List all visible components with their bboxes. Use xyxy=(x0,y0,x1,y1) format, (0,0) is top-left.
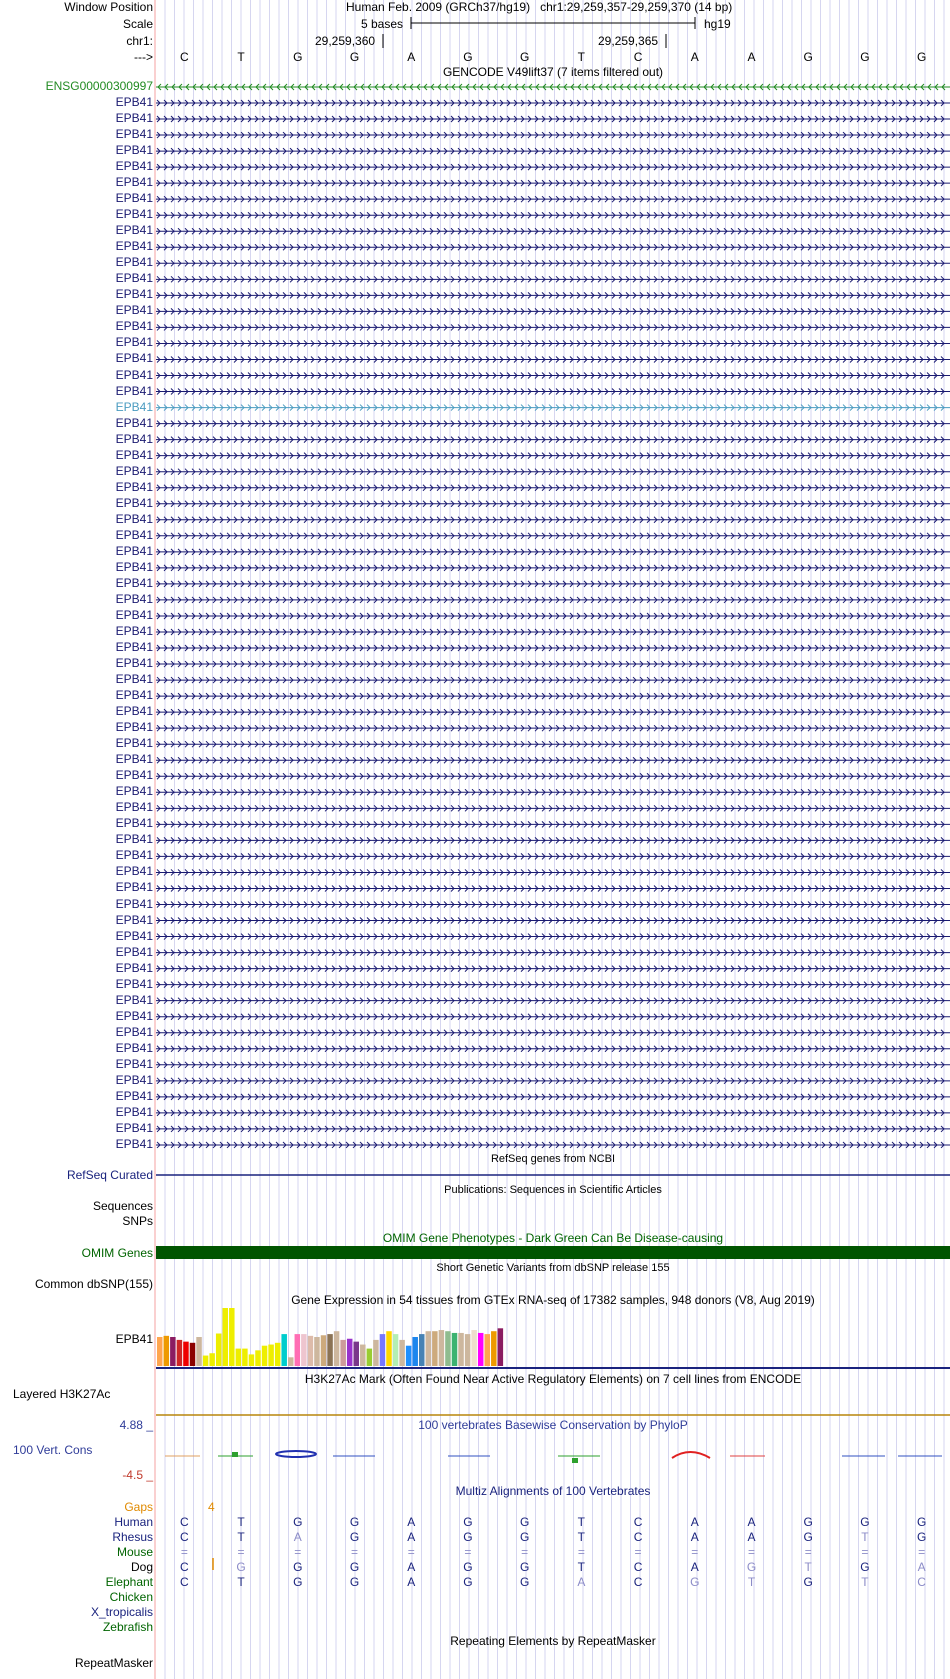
gtex-tissue-bar xyxy=(367,1349,373,1366)
gencode-transcript-label[interactable]: EPB41 xyxy=(115,559,153,574)
strand-arrow-label: ---> xyxy=(134,50,153,64)
gencode-transcript-label[interactable]: EPB41 xyxy=(115,591,153,606)
gaps-value: 4 xyxy=(208,1500,215,1514)
gtex-tissue-bar xyxy=(406,1346,412,1366)
gencode-transcript-label[interactable]: EPB41 xyxy=(115,784,153,799)
gtex-tissue-bar xyxy=(268,1345,274,1366)
alignment-base: G xyxy=(916,1515,927,1529)
gtex-tissue-bar xyxy=(223,1308,229,1366)
gencode-transcript-label[interactable]: EPB41 xyxy=(115,303,153,318)
gaps-label: Gaps xyxy=(124,1500,153,1514)
gtex-tissue-bar xyxy=(419,1334,425,1366)
alignment-base: G xyxy=(519,1575,530,1589)
gencode-transcript-label[interactable]: EPB41 xyxy=(115,752,153,767)
alignment-base: C xyxy=(180,1575,189,1589)
gtex-tissue-bar xyxy=(386,1331,392,1366)
gencode-transcript-label[interactable]: EPB41 xyxy=(115,960,153,975)
gencode-transcript-label[interactable]: EPB41 xyxy=(115,159,153,174)
h3k27ac-track-title: H3K27Ac Mark (Often Found Near Active Regulatory Elements) on 7 cell lines from ENCODE xyxy=(304,1372,802,1386)
alignment-base: G xyxy=(349,1560,360,1574)
gtex-tissue-bar xyxy=(262,1346,268,1366)
base-letter: G xyxy=(916,50,927,64)
alignment-base: T xyxy=(861,1575,869,1589)
gtex-tissue-bar xyxy=(412,1337,418,1366)
gencode-transcript-label[interactable]: EPB41 xyxy=(115,800,153,815)
gencode-transcript-label[interactable]: EPB41 xyxy=(115,1120,153,1135)
alignment-base: C xyxy=(180,1560,189,1574)
species-label[interactable]: Rhesus xyxy=(112,1530,153,1544)
gtex-tissue-bar xyxy=(360,1345,366,1366)
alignment-base: C xyxy=(180,1530,189,1544)
repeatmasker-track-label[interactable]: RepeatMasker xyxy=(74,1656,153,1670)
gtex-tissue-bar xyxy=(295,1334,301,1366)
gencode-transcript-label[interactable]: EPB41 xyxy=(115,143,153,158)
gtex-tissue-bar xyxy=(288,1357,294,1366)
alignment-base: = xyxy=(747,1545,755,1559)
gencode-transcript-label[interactable]: EPB41 xyxy=(115,928,153,943)
alignment-base: T xyxy=(577,1560,586,1574)
alignment-base: A xyxy=(747,1515,756,1529)
gencode-transcript-label[interactable]: EPB41 xyxy=(115,976,153,991)
gencode-transcript-label[interactable]: EPB41 xyxy=(115,607,153,622)
gencode-transcript-label[interactable]: EPB41 xyxy=(115,848,153,863)
h3k27ac-track-label[interactable]: Layered H3K27Ac xyxy=(13,1387,111,1401)
alignment-base: = xyxy=(861,1545,869,1559)
alignment-base: A xyxy=(407,1515,416,1529)
refseq-track-label[interactable]: RefSeq Curated xyxy=(66,1168,153,1182)
gencode-transcript-label[interactable]: EPB41 xyxy=(115,511,153,526)
gtex-tissue-bar xyxy=(190,1343,196,1366)
alignment-base: T xyxy=(747,1575,756,1589)
base-letter: G xyxy=(519,50,530,64)
gtex-tissue-bar xyxy=(203,1356,209,1366)
gtex-tissue-bar xyxy=(216,1334,222,1366)
alignment-base: = xyxy=(294,1545,302,1559)
sequences-track-label[interactable]: Sequences xyxy=(92,1199,153,1213)
alignment-base: C xyxy=(180,1515,189,1529)
alignment-base: = xyxy=(237,1545,245,1559)
alignment-base: G xyxy=(293,1575,303,1589)
gtex-tissue-bar xyxy=(399,1340,405,1366)
alignment-base: = xyxy=(691,1545,699,1559)
alignment-base: G xyxy=(293,1515,303,1529)
alignment-base: T xyxy=(237,1530,245,1544)
gtex-tissue-bar xyxy=(426,1331,432,1366)
gencode-transcript-label[interactable]: EPB41 xyxy=(115,688,153,703)
refseq-track-title: RefSeq genes from NCBI xyxy=(490,1153,616,1165)
base-letter: G xyxy=(349,50,360,64)
alignment-base: = xyxy=(521,1545,529,1559)
alignment-base: C xyxy=(633,1515,643,1529)
gtex-tissue-bar xyxy=(445,1331,451,1366)
gencode-transcript-label[interactable]: EPB41 xyxy=(115,287,153,302)
gtex-tissue-bar xyxy=(471,1330,477,1366)
base-letter: A xyxy=(747,50,756,64)
alignment-base: C xyxy=(633,1530,643,1544)
alignment-base: A xyxy=(407,1530,416,1544)
species-label[interactable]: Elephant xyxy=(105,1575,153,1589)
base-letter: T xyxy=(577,50,586,64)
gtex-tissue-bar xyxy=(275,1343,281,1366)
base-letter: G xyxy=(803,50,813,64)
alignment-base: = xyxy=(464,1545,472,1559)
species-label[interactable]: Mouse xyxy=(116,1545,153,1559)
alignment-base: G xyxy=(463,1515,473,1529)
alignment-base: G xyxy=(236,1560,246,1574)
alignment-base: = xyxy=(918,1545,926,1559)
gencode-transcript-label[interactable]: EPB41 xyxy=(115,1136,153,1151)
gencode-transcript-label[interactable]: EPB41 xyxy=(115,912,153,927)
gencode-transcript-label[interactable]: EPB41 xyxy=(115,1088,153,1103)
gencode-transcript-label[interactable]: EPB41 xyxy=(115,95,153,109)
gencode-transcript-label[interactable]: EPB41 xyxy=(115,720,153,735)
gencode-transcript-label[interactable]: EPB41 xyxy=(115,111,153,126)
omim-track-title: OMIM Gene Phenotypes - Dark Green Can Be Disease-causing xyxy=(382,1231,724,1245)
alignment-base: T xyxy=(237,1515,245,1529)
base-letter: T xyxy=(237,50,245,64)
gtex-tissue-bar xyxy=(439,1330,445,1366)
gencode-transcript-label[interactable]: EPB41 xyxy=(115,207,153,222)
gencode-transcript-label[interactable]: EPB41 xyxy=(115,816,153,831)
gtex-tissue-bar xyxy=(157,1337,163,1366)
base-letter: A xyxy=(407,50,416,64)
gencode-transcript-label[interactable]: EPB41 xyxy=(115,1008,153,1023)
window-position-label: Window Position xyxy=(64,0,153,14)
alignment-base: G xyxy=(519,1560,530,1574)
gtex-tissue-bar xyxy=(242,1349,248,1366)
gencode-transcript-label[interactable]: EPB41 xyxy=(115,704,153,719)
alignment-base: G xyxy=(519,1530,530,1544)
gtex-tissue-bar xyxy=(177,1340,183,1366)
alignment-base: C xyxy=(917,1575,926,1589)
species-label[interactable]: Human xyxy=(114,1515,153,1529)
alignment-base: A xyxy=(293,1530,302,1544)
gencode-transcript-label[interactable]: EPB41 xyxy=(115,575,153,590)
species-label[interactable]: Dog xyxy=(130,1560,153,1574)
alignment-base: C xyxy=(633,1575,643,1589)
assembly-name: Human Feb. 2009 (GRCh37/hg19) xyxy=(346,0,531,14)
alignment-base: G xyxy=(803,1575,813,1589)
snps-track-label[interactable]: SNPs xyxy=(122,1214,153,1228)
alignment-base: G xyxy=(463,1560,473,1574)
multiz-track-title: Multiz Alignments of 100 Vertebrates xyxy=(455,1484,651,1498)
gtex-tissue-bar xyxy=(380,1334,386,1366)
gtex-tissue-bar xyxy=(301,1334,307,1366)
gtex-tissue-bar xyxy=(255,1350,261,1366)
species-label[interactable]: Chicken xyxy=(109,1590,153,1604)
publications-track-title: Publications: Sequences in Scientific Articles xyxy=(444,1184,662,1196)
species-label[interactable]: Zebrafish xyxy=(102,1620,153,1634)
gencode-transcript-label[interactable]: EPB41 xyxy=(115,239,153,254)
omim-track-label[interactable]: OMIM Genes xyxy=(81,1246,153,1260)
position-readout: chr1:29,259,357-29,259,370 (14 bp) xyxy=(540,0,733,14)
gencode-transcript-label[interactable]: EPB41 xyxy=(115,415,153,430)
gencode-transcript-label[interactable]: EPB41 xyxy=(115,351,153,366)
gtex-tissue-bar xyxy=(465,1334,471,1366)
coord-label-1: 29,259,360 xyxy=(315,34,376,48)
gencode-transcript-label[interactable]: EPB41 xyxy=(115,896,153,911)
gtex-tissue-bar xyxy=(196,1337,202,1366)
alignment-base: G xyxy=(860,1515,870,1529)
gencode-transcript-label[interactable]: EPB41 xyxy=(115,1056,153,1071)
gencode-transcript-label[interactable]: EPB41 xyxy=(115,495,153,510)
alignment-base: G xyxy=(803,1515,813,1529)
alignment-base: A xyxy=(690,1515,699,1529)
alignment-base: G xyxy=(916,1530,927,1544)
assembly-title xyxy=(346,0,732,14)
alignment-base: = xyxy=(804,1545,812,1559)
gencode-transcript-label[interactable]: EPB41 xyxy=(115,944,153,959)
gencode-transcript-label[interactable]: EPB41 xyxy=(115,992,153,1007)
cons-max-label: 4.88 _ xyxy=(119,1418,153,1432)
gencode-transcript-label[interactable]: EPB41 xyxy=(115,1072,153,1087)
alignment-base: = xyxy=(350,1545,358,1559)
gencode-transcript-label[interactable]: EPB41 xyxy=(115,656,153,671)
gencode-transcript-label[interactable]: EPB41 xyxy=(115,672,153,687)
gtex-tissue-bar xyxy=(478,1333,484,1366)
gencode-transcript-label[interactable]: EPB41 xyxy=(115,191,153,206)
gtex-tissue-bar xyxy=(209,1353,215,1366)
gtex-tissue-bar xyxy=(249,1354,255,1366)
alignment-base: T xyxy=(237,1575,245,1589)
base-letter: G xyxy=(463,50,473,64)
repeatmasker-track-title: Repeating Elements by RepeatMasker xyxy=(450,1634,656,1648)
gtex-tissue-bar xyxy=(458,1333,464,1366)
gtex-tissue-bar xyxy=(373,1340,379,1366)
alignment-base: T xyxy=(804,1560,812,1574)
gencode-gene-ensg[interactable]: ENSG00000300997 xyxy=(45,79,153,93)
gencode-transcript-label[interactable]: EPB41 xyxy=(115,271,153,286)
dbsnp-track-label[interactable]: Common dbSNP(155) xyxy=(34,1277,153,1291)
coord-label-2: 29,259,365 xyxy=(598,34,659,48)
gencode-transcript-label[interactable]: EPB41 xyxy=(115,127,153,142)
gencode-transcript-label[interactable]: EPB41 xyxy=(115,223,153,238)
cons-peak xyxy=(276,1451,316,1457)
gencode-transcript-label[interactable]: EPB41 xyxy=(115,383,153,398)
gencode-transcript-label[interactable]: EPB41 xyxy=(115,335,153,350)
base-letter: A xyxy=(690,50,699,64)
alignment-base: G xyxy=(293,1560,303,1574)
gencode-transcript-label[interactable]: EPB41 xyxy=(115,736,153,751)
alignment-base: G xyxy=(349,1575,360,1589)
base-letter: C xyxy=(633,50,643,64)
gencode-transcript-label[interactable]: EPB41 xyxy=(115,447,153,462)
alignment-base: C xyxy=(633,1560,643,1574)
alignment-base: A xyxy=(407,1575,416,1589)
gencode-transcript-label[interactable]: EPB41 xyxy=(115,431,153,446)
alignment-base: A xyxy=(917,1560,926,1574)
gtex-tissue-bar xyxy=(314,1337,320,1366)
gtex-tissue-bar xyxy=(164,1336,170,1366)
species-label[interactable]: X_tropicalis xyxy=(90,1605,153,1619)
gencode-transcript-label[interactable]: EPB41 xyxy=(115,175,153,190)
alignment-base: A xyxy=(747,1530,756,1544)
dbsnp-track-title: Short Genetic Variants from dbSNP release 155 xyxy=(436,1262,670,1274)
cons-min-label: -4.5 _ xyxy=(122,1468,153,1482)
alignment-base: T xyxy=(577,1530,586,1544)
alignment-base: A xyxy=(577,1575,586,1589)
gencode-transcript-label[interactable]: EPB41 xyxy=(115,1024,153,1039)
alignment-base: G xyxy=(463,1575,473,1589)
gtex-tissue-bar xyxy=(393,1334,399,1366)
base-letter: G xyxy=(293,50,303,64)
gtex-tissue-bar xyxy=(491,1331,497,1366)
gtex-tissue-bar xyxy=(327,1334,333,1366)
gencode-track-title: GENCODE V49lift37 (7 items filtered out) xyxy=(442,65,664,79)
omim-feature-bar xyxy=(156,1246,950,1259)
gencode-transcript-label[interactable]: EPB41 xyxy=(115,1104,153,1119)
cons-peak xyxy=(232,1452,238,1457)
alignment-base: = xyxy=(180,1545,188,1559)
alignment-base: G xyxy=(860,1560,870,1574)
cons-track-label[interactable]: 100 Vert. Cons xyxy=(13,1443,93,1457)
gencode-transcript-label[interactable]: EPB41 xyxy=(115,768,153,783)
alignment-base: A xyxy=(690,1530,699,1544)
alignment-base: G xyxy=(803,1530,813,1544)
alignment-base: G xyxy=(519,1515,530,1529)
gtex-tissue-bar xyxy=(236,1349,242,1366)
gencode-transcript-label[interactable]: EPB41 xyxy=(115,1040,153,1055)
gtex-tissue-bar xyxy=(183,1342,189,1366)
gencode-transcript-label[interactable]: EPB41 xyxy=(115,832,153,847)
gtex-tissue-bar xyxy=(170,1337,176,1366)
alignment-base: = xyxy=(577,1545,585,1559)
gtex-tissue-bar xyxy=(340,1340,346,1366)
gencode-transcript-label[interactable]: EPB41 xyxy=(115,880,153,895)
gencode-transcript-label[interactable]: EPB41 xyxy=(115,463,153,478)
alignment-base: G xyxy=(349,1515,360,1529)
gtex-tissue-bar xyxy=(354,1342,360,1366)
gencode-transcript-label[interactable]: EPB41 xyxy=(115,543,153,558)
gtex-tissue-bar xyxy=(229,1308,235,1366)
base-letter: C xyxy=(180,50,189,64)
gtex-tissue-bar xyxy=(485,1334,491,1366)
cons-peak xyxy=(572,1458,578,1463)
gtex-tissue-bar xyxy=(334,1331,340,1366)
chromosome-label: chr1: xyxy=(126,34,153,48)
gtex-tissue-bar xyxy=(308,1336,314,1366)
alignment-base: A xyxy=(407,1560,416,1574)
db-label: hg19 xyxy=(704,17,731,31)
gencode-transcript-label[interactable]: EPB41 xyxy=(115,479,153,494)
alignment-base: G xyxy=(690,1575,700,1589)
gencode-transcript-label[interactable]: EPB41 xyxy=(115,367,153,382)
gencode-transcript-label[interactable]: EPB41 xyxy=(115,864,153,879)
gencode-transcript-label[interactable]: EPB41 xyxy=(115,255,153,270)
alignment-base: G xyxy=(349,1530,360,1544)
alignment-base: T xyxy=(577,1515,586,1529)
gtex-tissue-bar xyxy=(347,1339,353,1366)
gtex-tissue-bar xyxy=(432,1331,438,1366)
scale-text: 5 bases xyxy=(361,17,404,31)
base-letter: G xyxy=(860,50,870,64)
alignment-base: G xyxy=(746,1560,757,1574)
gtex-tissue-bar xyxy=(281,1334,287,1366)
alignment-base: = xyxy=(634,1545,642,1559)
gtex-tissue-bar xyxy=(452,1333,458,1366)
gencode-transcript-label[interactable]: EPB41 xyxy=(115,319,153,334)
gencode-transcript-label[interactable]: EPB41 xyxy=(115,399,153,414)
gencode-transcript-label[interactable]: EPB41 xyxy=(115,527,153,542)
gencode-transcript-label[interactable]: EPB41 xyxy=(115,623,153,638)
scale-label: Scale xyxy=(122,17,153,31)
gtex-tissue-bar xyxy=(498,1328,504,1366)
alignment-base: = xyxy=(407,1545,415,1559)
gtex-tissue-bar xyxy=(321,1335,327,1366)
alignment-base: T xyxy=(861,1530,869,1544)
alignment-base: A xyxy=(690,1560,699,1574)
gtex-track-title: Gene Expression in 54 tissues from GTEx RNA-seq of 17382 samples, 948 donors (V8, Aug 2019) xyxy=(291,1293,815,1307)
alignment-base: G xyxy=(463,1530,473,1544)
gtex-track-label[interactable]: EPB41 xyxy=(115,1332,153,1346)
cons-track-title: 100 vertebrates Basewise Conservation by PhyloP xyxy=(418,1418,688,1432)
gencode-transcript-label[interactable]: EPB41 xyxy=(115,640,153,655)
